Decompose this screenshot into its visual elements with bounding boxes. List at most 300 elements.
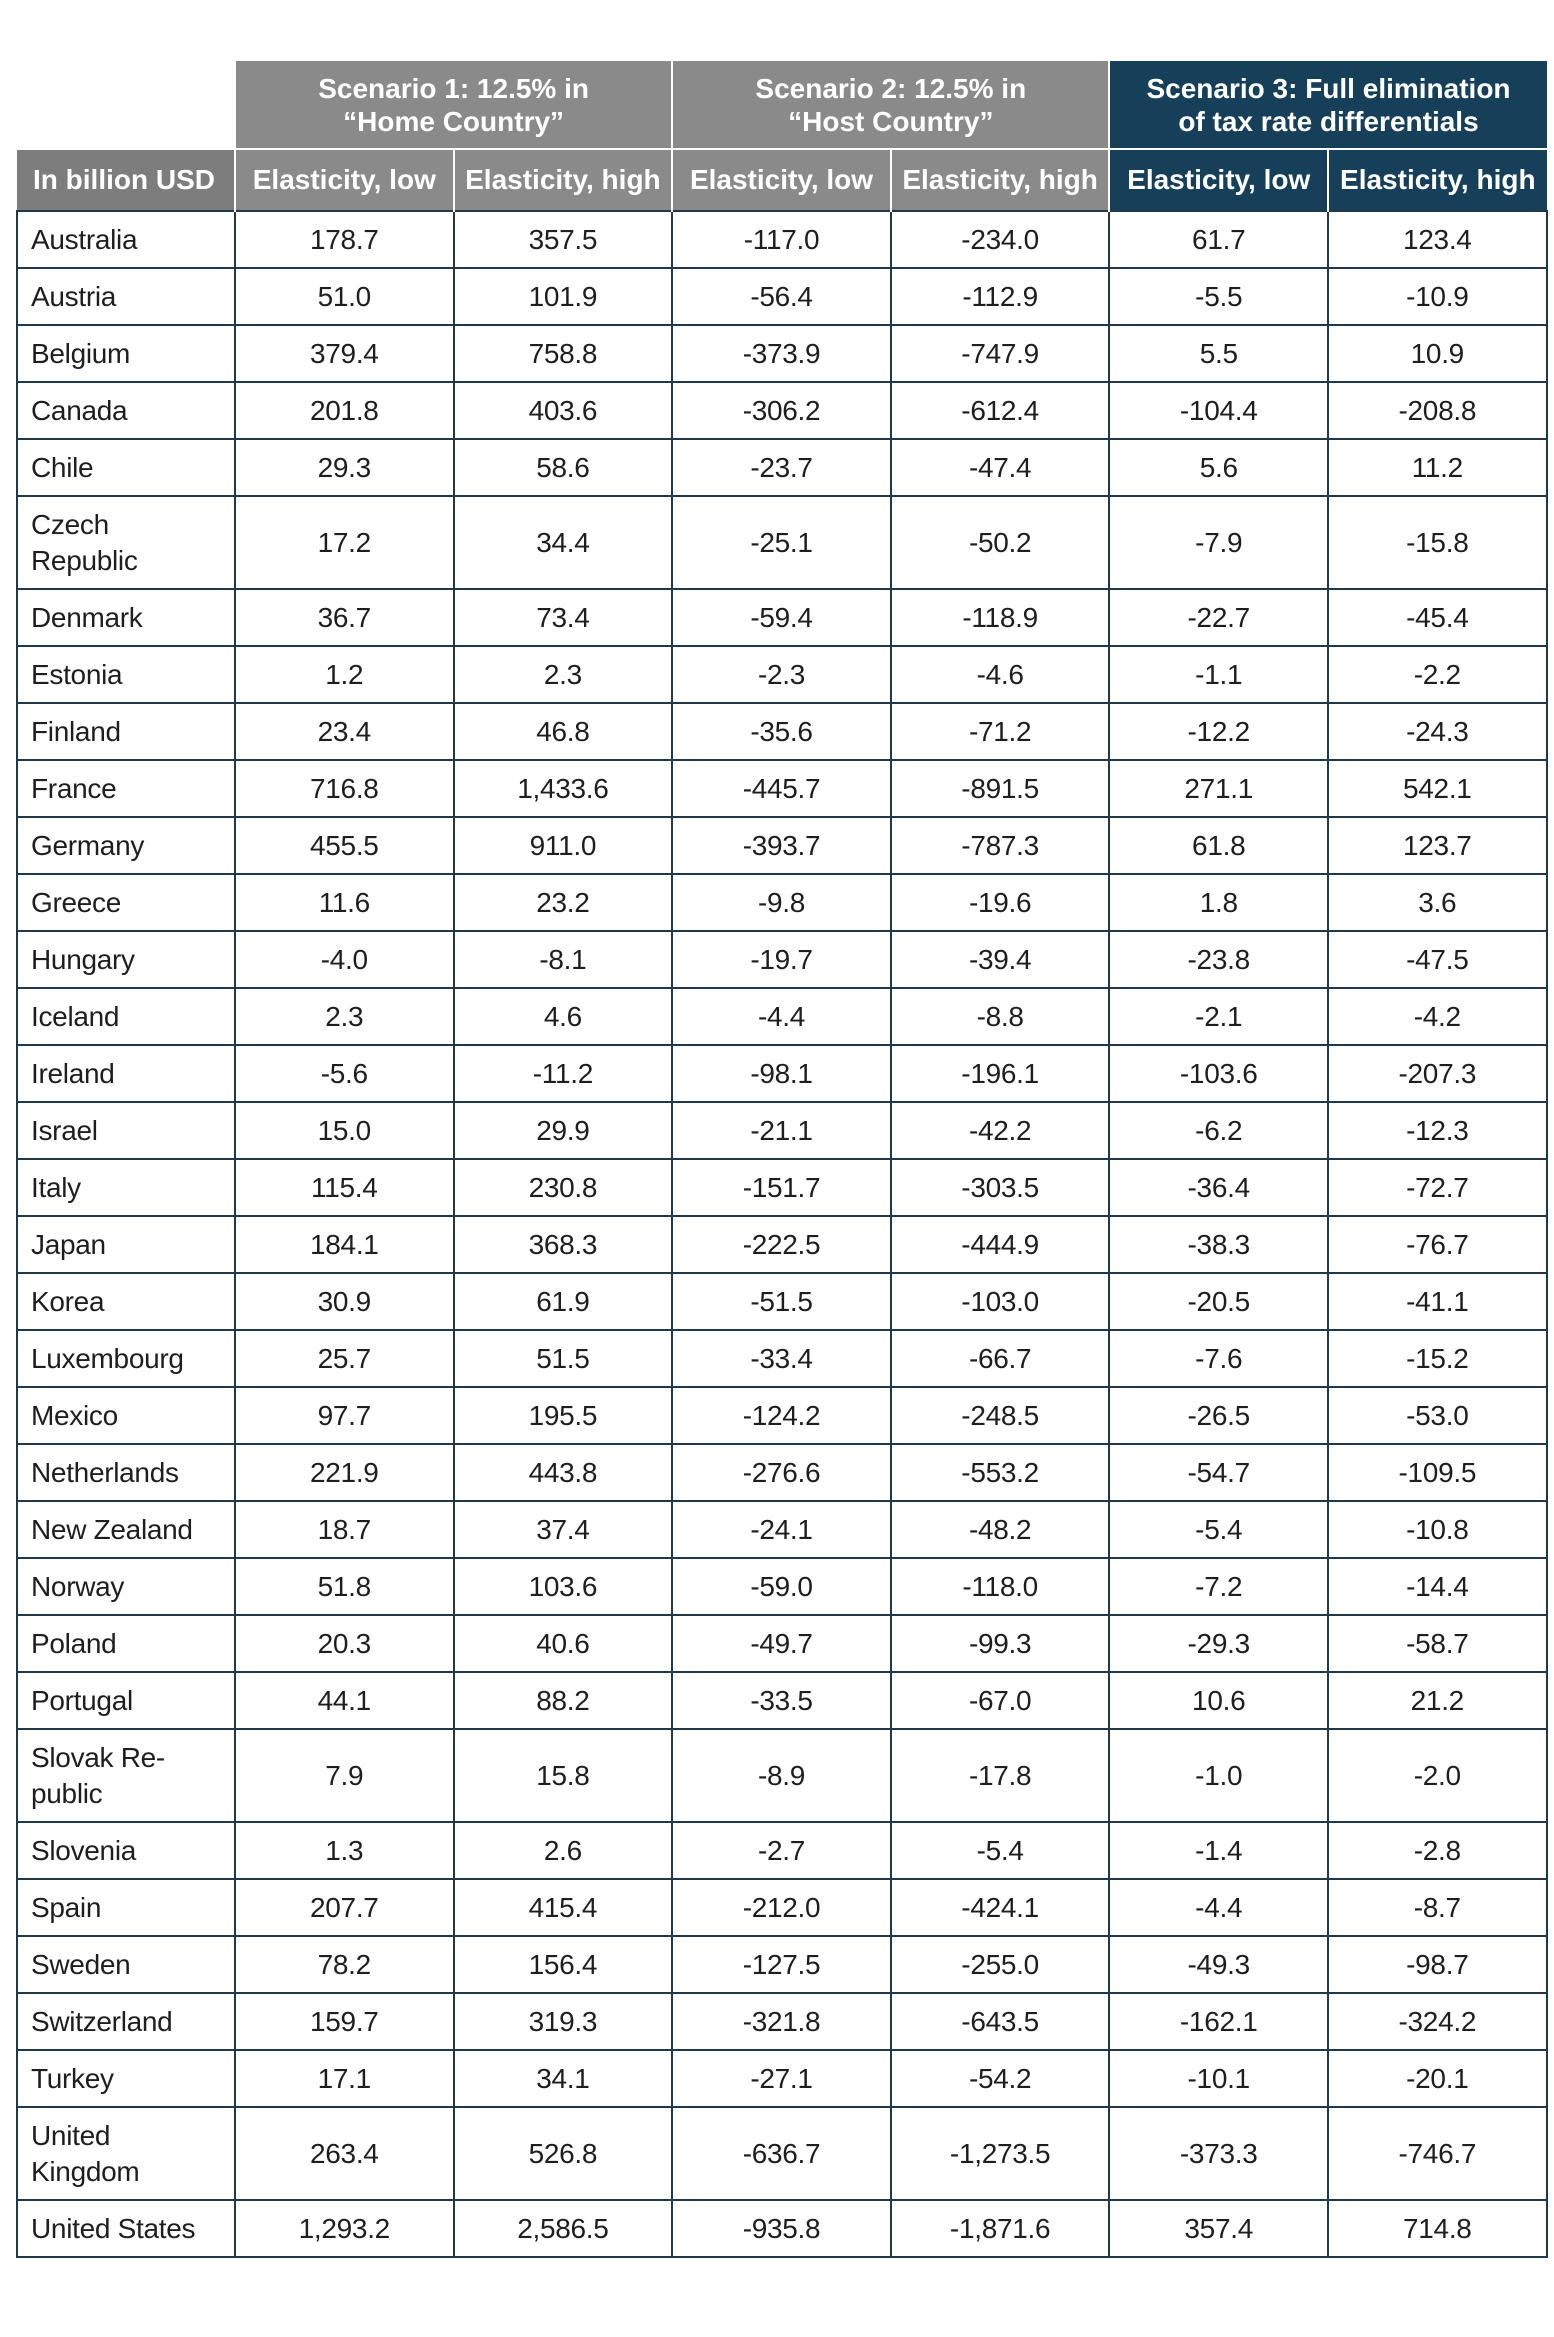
value-cell: -58.7 [1328, 1615, 1547, 1672]
value-cell: 195.5 [454, 1387, 673, 1444]
country-name-line: Japan [31, 1228, 106, 1260]
value-cell: 201.8 [235, 382, 454, 439]
value-cell: 221.9 [235, 1444, 454, 1501]
value-cell: -71.2 [891, 703, 1110, 760]
value-cell: -45.4 [1328, 589, 1547, 646]
value-cell: -5.5 [1109, 268, 1328, 325]
value-cell: 403.6 [454, 382, 673, 439]
value-cell: -8.7 [1328, 1879, 1547, 1936]
value-cell: -1,871.6 [891, 2200, 1110, 2257]
value-cell: 61.7 [1109, 211, 1328, 268]
value-cell: 455.5 [235, 817, 454, 874]
country-name-line: New Zealand [31, 1513, 193, 1545]
country-name-line: Republic [31, 544, 138, 576]
value-cell: -248.5 [891, 1387, 1110, 1444]
value-cell: -7.6 [1109, 1330, 1328, 1387]
value-cell: -4.4 [1109, 1879, 1328, 1936]
value-cell: -29.3 [1109, 1615, 1328, 1672]
value-cell: 5.5 [1109, 325, 1328, 382]
value-cell: 17.1 [235, 2050, 454, 2107]
value-cell: -21.1 [672, 1102, 891, 1159]
scenario-2-line2: “Host Country” [788, 105, 994, 137]
country-cell [17, 268, 235, 325]
country-cell [17, 1102, 235, 1159]
value-cell: 1,433.6 [454, 760, 673, 817]
value-cell: -8.8 [891, 988, 1110, 1045]
value-cell: -53.0 [1328, 1387, 1547, 1444]
value-cell: 1.3 [235, 1822, 454, 1879]
country-cell [17, 760, 235, 817]
value-cell: -48.2 [891, 1501, 1110, 1558]
value-cell: -4.2 [1328, 988, 1547, 1045]
country-name-line: Portugal [31, 1684, 133, 1716]
country-name-line: Switzerland [31, 2005, 173, 2037]
value-cell: -104.4 [1109, 382, 1328, 439]
value-cell: -5.4 [1109, 1501, 1328, 1558]
value-cell: 357.5 [454, 211, 673, 268]
country-cell [17, 703, 235, 760]
s3-elasticity-low-header: Elasticity, low [1109, 149, 1328, 211]
value-cell: -11.2 [454, 1045, 673, 1102]
value-cell: 61.9 [454, 1273, 673, 1330]
value-cell: 23.4 [235, 703, 454, 760]
country-name-line: Netherlands [31, 1456, 179, 1488]
value-cell: 207.7 [235, 1879, 454, 1936]
value-cell: 319.3 [454, 1993, 673, 2050]
value-cell: -4.0 [235, 931, 454, 988]
value-cell: -33.5 [672, 1672, 891, 1729]
unit-label: In billion USD [17, 149, 235, 211]
country-cell [17, 817, 235, 874]
value-cell: 542.1 [1328, 760, 1547, 817]
value-cell: -39.4 [891, 931, 1110, 988]
value-cell: 101.9 [454, 268, 673, 325]
value-cell: 2.3 [454, 646, 673, 703]
value-cell: 34.1 [454, 2050, 673, 2107]
country-cell [17, 988, 235, 1045]
value-cell: 1.2 [235, 646, 454, 703]
value-cell: -19.6 [891, 874, 1110, 931]
value-cell: -24.3 [1328, 703, 1547, 760]
value-cell: -553.2 [891, 1444, 1110, 1501]
value-cell: 159.7 [235, 1993, 454, 2050]
value-cell: 415.4 [454, 1879, 673, 1936]
country-cell [17, 1993, 235, 2050]
value-cell: 97.7 [235, 1387, 454, 1444]
value-cell: -26.5 [1109, 1387, 1328, 1444]
value-cell: -47.4 [891, 439, 1110, 496]
value-cell: -747.9 [891, 325, 1110, 382]
value-cell: -2.3 [672, 646, 891, 703]
value-cell: 15.0 [235, 1102, 454, 1159]
table-row [17, 1330, 1547, 1387]
value-cell: -66.7 [891, 1330, 1110, 1387]
value-cell: -1.0 [1109, 1729, 1328, 1822]
value-cell: -49.7 [672, 1615, 891, 1672]
value-cell: -124.2 [672, 1387, 891, 1444]
country-name-line: Kingdom [31, 2155, 140, 2187]
value-cell: 716.8 [235, 760, 454, 817]
value-cell: -324.2 [1328, 1993, 1547, 2050]
table-row [17, 268, 1547, 325]
value-cell: -54.2 [891, 2050, 1110, 2107]
s2-elasticity-high-header: Elasticity, high [891, 149, 1110, 211]
country-cell [17, 1615, 235, 1672]
value-cell: -51.5 [672, 1273, 891, 1330]
s1-elasticity-high-header: Elasticity, high [454, 149, 673, 211]
country-cell [17, 1558, 235, 1615]
country-name-line: Greece [31, 886, 122, 918]
table-row [17, 817, 1547, 874]
table-row [17, 874, 1547, 931]
value-cell: 30.9 [235, 1273, 454, 1330]
country-cell [17, 1330, 235, 1387]
country-name-line: Norway [31, 1570, 125, 1602]
value-cell: -98.1 [672, 1045, 891, 1102]
table-row [17, 1729, 1547, 1822]
table-row [17, 1993, 1547, 2050]
scenario-3-line2: of tax rate differentials [1178, 105, 1479, 137]
value-cell: -303.5 [891, 1159, 1110, 1216]
value-cell: -6.2 [1109, 1102, 1328, 1159]
value-cell: 17.2 [235, 496, 454, 589]
value-cell: -746.7 [1328, 2107, 1547, 2200]
value-cell: 34.4 [454, 496, 673, 589]
country-name-line: Hungary [31, 943, 135, 975]
value-cell: -208.8 [1328, 382, 1547, 439]
value-cell: -22.7 [1109, 589, 1328, 646]
country-name-line: Italy [31, 1171, 81, 1203]
value-cell: -7.2 [1109, 1558, 1328, 1615]
value-cell: -67.0 [891, 1672, 1110, 1729]
country-name-line: Israel [31, 1114, 98, 1146]
value-cell: 758.8 [454, 325, 673, 382]
value-cell: -1.1 [1109, 646, 1328, 703]
value-cell: -35.6 [672, 703, 891, 760]
value-cell: -935.8 [672, 2200, 891, 2257]
value-cell: -151.7 [672, 1159, 891, 1216]
country-cell [17, 1936, 235, 1993]
value-cell: -118.0 [891, 1558, 1110, 1615]
value-cell: 18.7 [235, 1501, 454, 1558]
value-cell: -10.8 [1328, 1501, 1547, 1558]
table-row [17, 439, 1547, 496]
value-cell: -207.3 [1328, 1045, 1547, 1102]
country-cell [17, 211, 235, 268]
country-cell [17, 931, 235, 988]
value-cell: -14.4 [1328, 1558, 1547, 1615]
country-name-line: Spain [31, 1891, 102, 1923]
country-cell [17, 589, 235, 646]
scenario-1-line2: “Home Country” [343, 105, 565, 137]
table-row [17, 1936, 1547, 1993]
value-cell: 2,586.5 [454, 2200, 673, 2257]
value-cell: -306.2 [672, 382, 891, 439]
table-row [17, 1501, 1547, 1558]
value-cell: -4.6 [891, 646, 1110, 703]
value-cell: -5.4 [891, 1822, 1110, 1879]
value-cell: -2.2 [1328, 646, 1547, 703]
country-cell [17, 496, 235, 589]
value-cell: 2.6 [454, 1822, 673, 1879]
value-cell: -25.1 [672, 496, 891, 589]
country-cell [17, 874, 235, 931]
value-cell: -36.4 [1109, 1159, 1328, 1216]
table-row [17, 988, 1547, 1045]
table-row [17, 1045, 1547, 1102]
value-cell: 10.6 [1109, 1672, 1328, 1729]
country-cell [17, 1879, 235, 1936]
value-cell: -54.7 [1109, 1444, 1328, 1501]
value-cell: -27.1 [672, 2050, 891, 2107]
country-name-line: United [31, 2119, 111, 2151]
scenario-table [16, 61, 1548, 2258]
country-name-line: Belgium [31, 337, 131, 369]
value-cell: -636.7 [672, 2107, 891, 2200]
value-cell: -19.7 [672, 931, 891, 988]
value-cell: 184.1 [235, 1216, 454, 1273]
table-row [17, 589, 1547, 646]
value-cell: 368.3 [454, 1216, 673, 1273]
value-cell: -612.4 [891, 382, 1110, 439]
value-cell: -103.6 [1109, 1045, 1328, 1102]
value-cell: -103.0 [891, 1273, 1110, 1330]
value-cell: -99.3 [891, 1615, 1110, 1672]
table-row [17, 211, 1547, 268]
value-cell: 36.7 [235, 589, 454, 646]
scenario-1-line1: Scenario 1: 12.5% in [318, 72, 589, 104]
value-cell: 123.4 [1328, 211, 1547, 268]
value-cell: -112.9 [891, 268, 1110, 325]
value-cell: 178.7 [235, 211, 454, 268]
table-row [17, 2050, 1547, 2107]
value-cell: -424.1 [891, 1879, 1110, 1936]
header-corner [17, 61, 235, 149]
country-name-line: Canada [31, 394, 128, 426]
country-cell [17, 382, 235, 439]
value-cell: 25.7 [235, 1330, 454, 1387]
value-cell: 526.8 [454, 2107, 673, 2200]
value-cell: -2.7 [672, 1822, 891, 1879]
country-name-line: Austria [31, 280, 117, 312]
value-cell: -10.1 [1109, 2050, 1328, 2107]
value-cell: 51.5 [454, 1330, 673, 1387]
country-cell [17, 1159, 235, 1216]
value-cell: -17.8 [891, 1729, 1110, 1822]
value-cell: 156.4 [454, 1936, 673, 1993]
value-cell: 357.4 [1109, 2200, 1328, 2257]
country-cell [17, 439, 235, 496]
value-cell: -15.2 [1328, 1330, 1547, 1387]
value-cell: 3.6 [1328, 874, 1547, 931]
country-cell [17, 1273, 235, 1330]
value-cell: 15.8 [454, 1729, 673, 1822]
country-name-line: Iceland [31, 1000, 120, 1032]
table-row [17, 646, 1547, 703]
value-cell: 1,293.2 [235, 2200, 454, 2257]
value-cell: 20.3 [235, 1615, 454, 1672]
country-cell [17, 1822, 235, 1879]
country-name-line: public [31, 1777, 103, 1809]
value-cell: -12.2 [1109, 703, 1328, 760]
value-cell: -2.8 [1328, 1822, 1547, 1879]
country-cell [17, 1387, 235, 1444]
value-cell: -10.9 [1328, 268, 1547, 325]
value-cell: 230.8 [454, 1159, 673, 1216]
value-cell: 37.4 [454, 1501, 673, 1558]
country-cell [17, 2050, 235, 2107]
value-cell: -49.3 [1109, 1936, 1328, 1993]
value-cell: 379.4 [235, 325, 454, 382]
country-name-line: Luxembourg [31, 1342, 184, 1374]
value-cell: -50.2 [891, 496, 1110, 589]
value-cell: -24.1 [672, 1501, 891, 1558]
value-cell: -41.1 [1328, 1273, 1547, 1330]
value-cell: 10.9 [1328, 325, 1547, 382]
value-cell: 2.3 [235, 988, 454, 1045]
table-row [17, 1159, 1547, 1216]
country-name-line: Mexico [31, 1399, 118, 1431]
table-row [17, 703, 1547, 760]
value-cell: 7.9 [235, 1729, 454, 1822]
value-cell: -162.1 [1109, 1993, 1328, 2050]
country-name-line: Australia [31, 223, 138, 255]
table-row [17, 1879, 1547, 1936]
value-cell: 103.6 [454, 1558, 673, 1615]
value-cell: -20.5 [1109, 1273, 1328, 1330]
value-cell: -117.0 [672, 211, 891, 268]
table-row [17, 1273, 1547, 1330]
value-cell: 78.2 [235, 1936, 454, 1993]
table-row [17, 1615, 1547, 1672]
table-row [17, 496, 1547, 589]
country-name-line: Sweden [31, 1948, 131, 1980]
value-cell: -8.1 [454, 931, 673, 988]
value-cell: -8.9 [672, 1729, 891, 1822]
country-cell [17, 646, 235, 703]
value-cell: -23.7 [672, 439, 891, 496]
country-name-line: Slovenia [31, 1834, 137, 1866]
country-name-line: Poland [31, 1627, 117, 1659]
value-cell: 73.4 [454, 589, 673, 646]
value-cell: 88.2 [454, 1672, 673, 1729]
country-cell [17, 325, 235, 382]
s3-elasticity-high-header: Elasticity, high [1328, 149, 1547, 211]
country-name-line: Chile [31, 451, 94, 483]
table-row [17, 325, 1547, 382]
value-cell: 115.4 [235, 1159, 454, 1216]
value-cell: -15.8 [1328, 496, 1547, 589]
country-cell [17, 1444, 235, 1501]
value-cell: 46.8 [454, 703, 673, 760]
table-row [17, 1216, 1547, 1273]
table-row [17, 1558, 1547, 1615]
scenario-3-header [1109, 61, 1546, 149]
value-cell: -1.4 [1109, 1822, 1328, 1879]
value-cell: -212.0 [672, 1879, 891, 1936]
table-row [17, 382, 1547, 439]
value-cell: 51.0 [235, 268, 454, 325]
value-cell: -118.9 [891, 589, 1110, 646]
value-cell: -7.9 [1109, 496, 1328, 589]
value-cell: -373.9 [672, 325, 891, 382]
value-cell: -445.7 [672, 760, 891, 817]
value-cell: -9.8 [672, 874, 891, 931]
value-cell: -72.7 [1328, 1159, 1547, 1216]
country-cell [17, 1216, 235, 1273]
country-name-line: Ireland [31, 1057, 115, 1089]
country-name-line: Finland [31, 715, 121, 747]
value-cell: 23.2 [454, 874, 673, 931]
table-row [17, 1822, 1547, 1879]
value-cell: 5.6 [1109, 439, 1328, 496]
value-cell: -47.5 [1328, 931, 1547, 988]
value-cell: -4.4 [672, 988, 891, 1045]
value-cell: -38.3 [1109, 1216, 1328, 1273]
value-cell: -373.3 [1109, 2107, 1328, 2200]
value-cell: 11.2 [1328, 439, 1547, 496]
table-row [17, 931, 1547, 988]
country-name-line: Czech [31, 508, 109, 540]
value-cell: 911.0 [454, 817, 673, 874]
value-cell: -393.7 [672, 817, 891, 874]
value-cell: 40.6 [454, 1615, 673, 1672]
country-cell [17, 1672, 235, 1729]
value-cell: -2.0 [1328, 1729, 1547, 1822]
table-row [17, 1672, 1547, 1729]
elasticity-header-row [17, 149, 1547, 211]
country-name-line: France [31, 772, 117, 804]
table-row [17, 1102, 1547, 1159]
value-cell: 61.8 [1109, 817, 1328, 874]
value-cell: -20.1 [1328, 2050, 1547, 2107]
country-name-line: Turkey [31, 2062, 114, 2094]
value-cell: 123.7 [1328, 817, 1547, 874]
value-cell: -643.5 [891, 1993, 1110, 2050]
value-cell: -255.0 [891, 1936, 1110, 1993]
country-cell [17, 2200, 235, 2257]
table-row [17, 760, 1547, 817]
value-cell: -1,273.5 [891, 2107, 1110, 2200]
value-cell: -234.0 [891, 211, 1110, 268]
value-cell: -42.2 [891, 1102, 1110, 1159]
scenario-2-line1: Scenario 2: 12.5% in [755, 72, 1027, 104]
scenario-2-header [672, 61, 1109, 149]
value-cell: -23.8 [1109, 931, 1328, 988]
table-row [17, 1444, 1547, 1501]
value-cell: 51.8 [235, 1558, 454, 1615]
value-cell: -2.1 [1109, 988, 1328, 1045]
value-cell: -276.6 [672, 1444, 891, 1501]
country-name-line: Denmark [31, 601, 143, 633]
s2-elasticity-low-header: Elasticity, low [672, 149, 891, 211]
value-cell: -12.3 [1328, 1102, 1547, 1159]
value-cell: -76.7 [1328, 1216, 1547, 1273]
country-cell [17, 1729, 235, 1822]
value-cell: -222.5 [672, 1216, 891, 1273]
table-body [17, 211, 1547, 2257]
country-name-line: United States [31, 2212, 196, 2244]
country-name-line: Korea [31, 1285, 105, 1317]
value-cell: 29.9 [454, 1102, 673, 1159]
country-name-line: Estonia [31, 658, 123, 690]
table-row [17, 1387, 1547, 1444]
scenario-1-header [235, 61, 672, 149]
country-cell [17, 2107, 235, 2200]
value-cell: -33.4 [672, 1330, 891, 1387]
value-cell: 4.6 [454, 988, 673, 1045]
value-cell: -98.7 [1328, 1936, 1547, 1993]
